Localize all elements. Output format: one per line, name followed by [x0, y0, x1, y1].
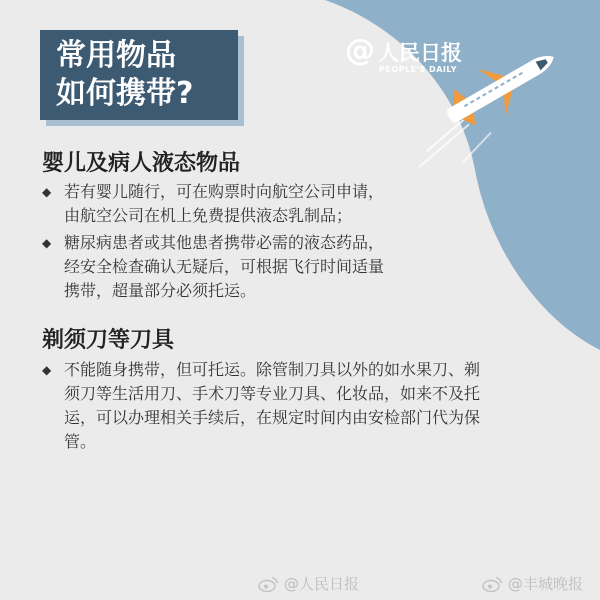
bullet-text: 若有婴儿随行，可在购票时向航空公司申请， 由航空公司在机上免费提供液态乳制品； [64, 182, 385, 225]
logo-at-symbol: @ [345, 33, 375, 68]
title-line-1: 常用物品 [56, 38, 176, 73]
section-title-razors: 剃须刀等刀具 [42, 328, 175, 353]
bullet-item [42, 180, 384, 228]
bullet-item [42, 358, 480, 454]
watermark-peoples-daily [258, 573, 359, 594]
section-title-liquids: 婴儿及病人液态物品 [42, 151, 241, 176]
title-box [40, 30, 238, 120]
bullet-item [42, 231, 384, 303]
watermark-text: @人民日报 [284, 575, 360, 593]
watermark-text: @丰城晚报 [508, 575, 584, 593]
bullet-text: 糖尿病患者或其他患者携带必需的液态药品， 经安全检查确认无疑后，可根据飞行时间适量 携带，超量部分必须托运。 [64, 233, 385, 300]
weibo-icon [482, 576, 502, 592]
title-line-2: 如何携带? [56, 76, 194, 111]
bullet-diamond-icon: ◆ [42, 185, 52, 199]
watermark-fengcheng [482, 573, 583, 594]
logo-name-cn: 人民日报 [378, 41, 462, 65]
bullet-diamond-icon: ◆ [42, 236, 52, 250]
bullet-diamond-icon: ◆ [42, 363, 52, 377]
weibo-icon [258, 576, 278, 592]
logo-name-en: PEOPLE'S DAILY [379, 65, 458, 74]
bullet-text: 不能随身携带，但可托运。除管制刀具以外的如水果刀、剃 须刀等生活用刀、手术刀等专业刀具、化妆品，如来不及托 运，可以办理相关手续后，在规定时间内由安检部门代为保 管。 [64, 360, 481, 451]
